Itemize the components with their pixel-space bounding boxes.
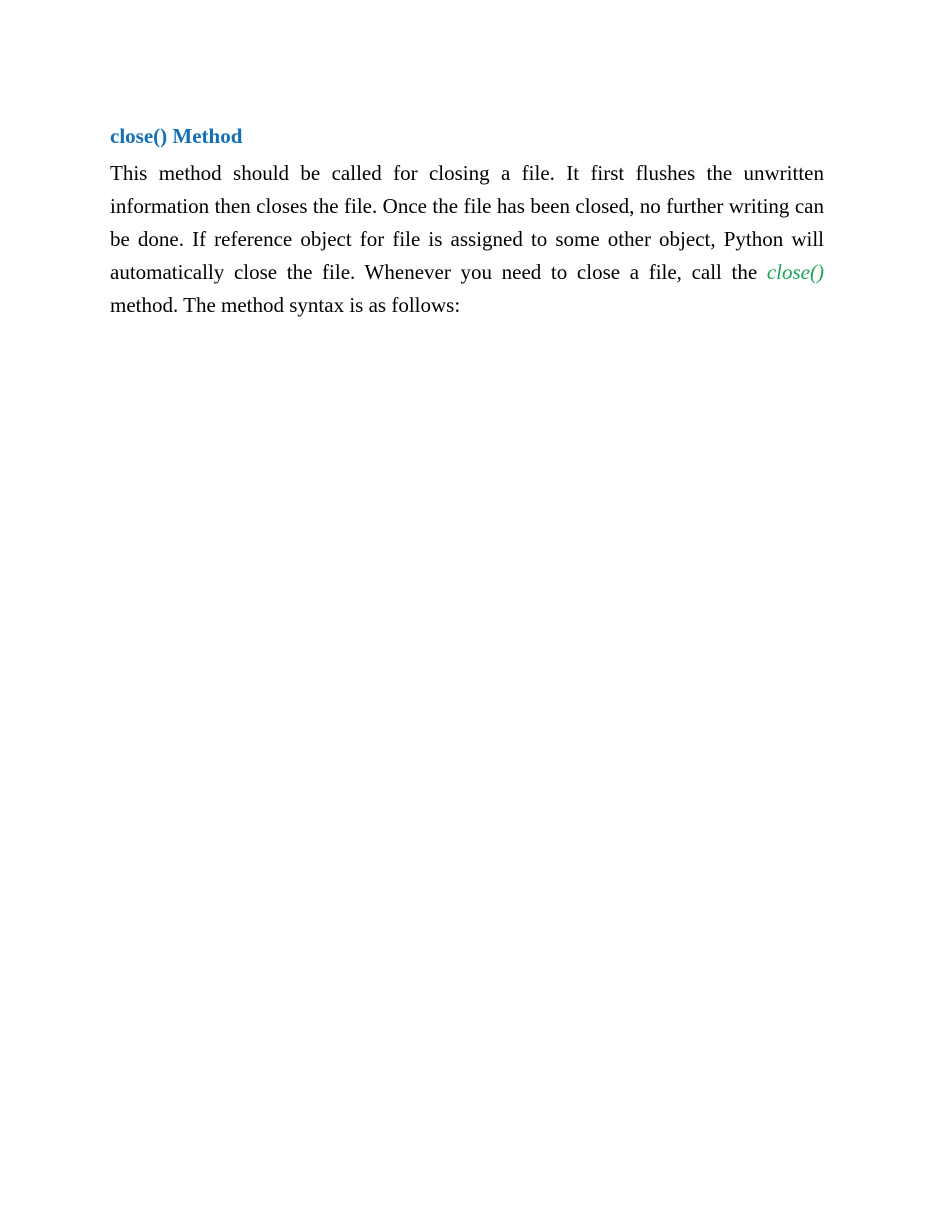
inline-code-reference: close() [766,260,824,284]
paragraph-text-after: method. The method syntax is as follows: [110,293,461,317]
body-paragraph [110,157,824,322]
document-content [110,121,824,322]
paragraph-text-before: This method should be called for closing a file. It first flushes the unwritten information then closes the file. Once the file has been closed, no further writing can be done. If reference object for file is assigned to some other object, Python will automatically close the file. Whenever you need to close a file, call the [110,161,824,284]
section-heading: close() Method [110,124,243,148]
